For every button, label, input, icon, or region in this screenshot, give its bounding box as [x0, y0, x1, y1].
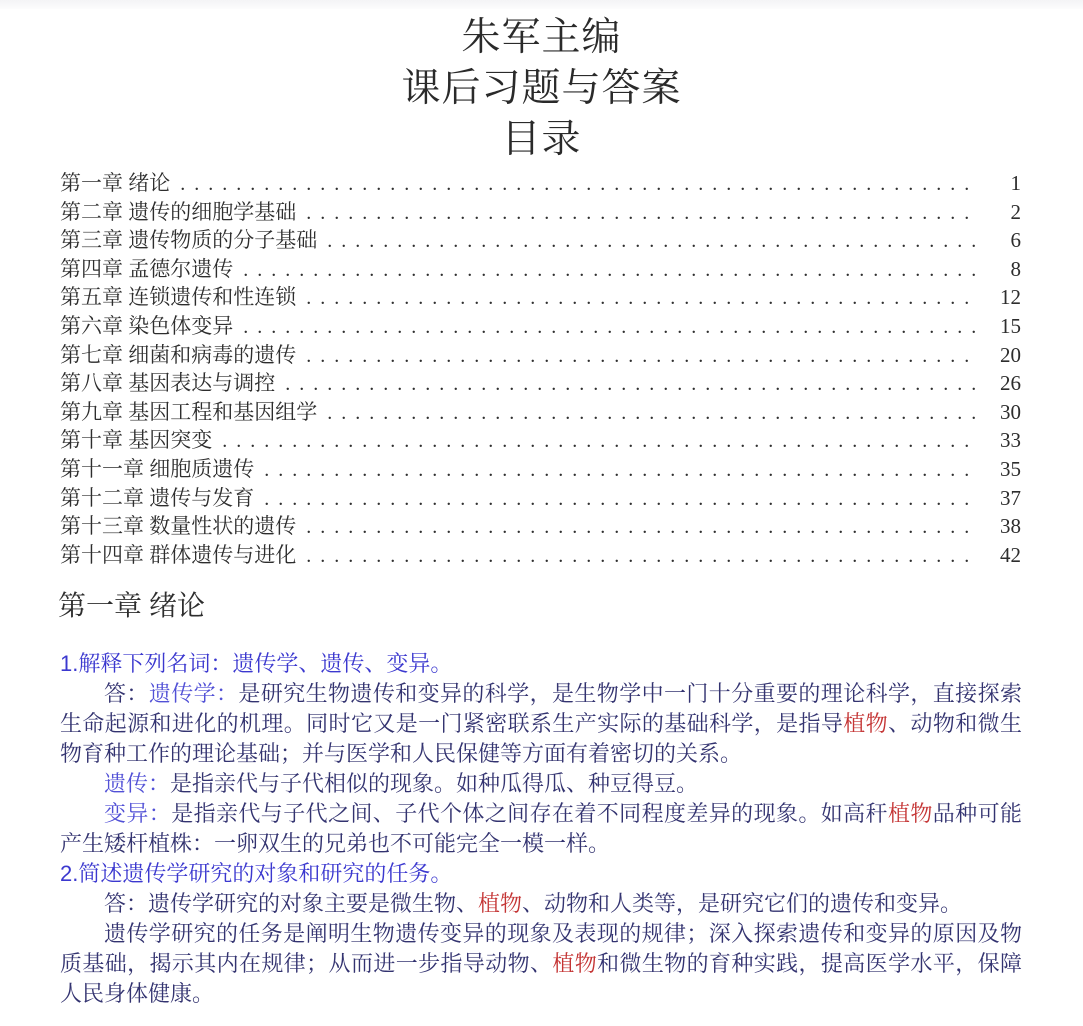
text-segment: 和微生物的育种实践，提高医学水平，保障人民身体健康。 [60, 951, 1022, 1007]
leader-dots [327, 398, 977, 426]
leader-dots [306, 541, 977, 569]
toc-page-number: 12 [1000, 285, 1021, 310]
answer-2-paragraph-2 [60, 919, 1022, 1009]
toc-entry-title: 第九章 基因工程和基因组学 [60, 399, 318, 424]
highlight-red-text: 植物 [552, 951, 598, 977]
answer-1-paragraph-2 [60, 769, 1022, 799]
question-1 [60, 649, 1022, 679]
document-title-block [0, 12, 1083, 165]
toc-entry-title: 第七章 细菌和病毒的遗传 [60, 342, 297, 367]
question-answer-section [60, 649, 1022, 1009]
toc-entry-title: 第二章 遗传的细胞学基础 [60, 199, 297, 224]
question-2 [60, 859, 1022, 889]
leader-dots [222, 426, 977, 454]
toc-row [60, 283, 1021, 312]
toc-entry-title: 第五章 连锁遗传和性连锁 [60, 285, 297, 310]
highlight-kw-text: 变异： [104, 801, 172, 827]
text-segment: 、动物和微生物育种工作的理论基础；并与医学和人民保健等方面有着密切的关系。 [60, 711, 1022, 767]
leader-dots [243, 255, 977, 283]
toc-entry-title: 第十三章 数量性状的遗传 [60, 514, 297, 539]
toc-page-number: 37 [1000, 485, 1021, 510]
toc-row [60, 398, 1021, 427]
toc-entry-title: 第八章 基因表达与调控 [60, 371, 276, 396]
highlight-blue-text: 2.简述遗传学研究的对象和研究的任务。 [60, 861, 453, 887]
page-top-shadow [0, 0, 1083, 9]
toc-row [60, 341, 1021, 370]
table-of-contents [0, 165, 1083, 569]
toc-row [60, 512, 1021, 541]
leader-dots [180, 169, 977, 197]
text-segment: 答： [104, 681, 149, 707]
text-segment: 遗传学研究的任务是阐明生物遗传变异的现象及表现的规律；深入探索遗传和变异的原因及物质基础，揭示其内在规律；从而进一步指导动物、 [60, 921, 1022, 977]
toc-entry-title: 第十二章 遗传与发育 [60, 485, 255, 510]
toc-row [60, 255, 1021, 284]
leader-dots [306, 341, 977, 369]
highlight-red-text: 植物 [887, 801, 933, 827]
toc-page-number: 8 [1010, 256, 1021, 281]
highlight-red-text: 植物 [843, 711, 889, 737]
toc-row [60, 169, 1021, 198]
toc-entry-title: 第六章 染色体变异 [60, 313, 234, 338]
toc-row [60, 198, 1021, 227]
text-segment: 是研究生物遗传和变异的科学，是生物学中一门十分重要的理论科学，直接探索生命起源和进化的机理。同时它又是一门紧密联系生产实际的基础科学，是指导 [60, 681, 1022, 737]
toc-entry-title: 第三章 遗传物质的分子基础 [60, 228, 318, 253]
toc-page-number: 26 [1000, 371, 1021, 396]
toc-page-number: 38 [1000, 514, 1021, 539]
answer-2-paragraph-1 [60, 889, 1022, 919]
text-segment: 、动物和人类等，是研究它们的遗传和变异。 [522, 891, 963, 917]
toc-row [60, 484, 1021, 513]
text-segment: 答：遗传学研究的对象主要是微生物、 [104, 891, 479, 917]
highlight-kw-text: 遗传： [104, 771, 171, 797]
leader-dots [264, 484, 977, 512]
leader-dots [306, 198, 977, 226]
answer-1-paragraph-1 [60, 679, 1022, 769]
toc-page-number: 2 [1010, 199, 1021, 224]
toc-row [60, 312, 1021, 341]
toc-entry-title: 第四章 孟德尔遗传 [60, 256, 234, 281]
leader-dots [243, 312, 977, 340]
toc-row [60, 226, 1021, 255]
toc-heading: 目录 [501, 118, 582, 161]
toc-entry-title: 第一章 绪论 [60, 171, 171, 195]
highlight-red-text: 植物 [478, 891, 523, 917]
chapter-1-heading: 第一章 绪论 [58, 591, 206, 623]
editor-title: 朱军主编 [461, 16, 622, 59]
highlight-blue-text: 1.解释下列名词：遗传学、遗传、变异。 [60, 651, 453, 677]
toc-page-number: 30 [1000, 399, 1021, 424]
leader-dots [264, 455, 977, 483]
text-segment: 是指亲代与子代之间、子代个体之间存在着不同程度差异的现象。如高秆 [171, 801, 888, 827]
text-segment: 品种可能产生矮杆植株：一卵双生的兄弟也不可能完全一模一样。 [60, 801, 1022, 857]
toc-row [60, 541, 1021, 570]
toc-page-number: 6 [1010, 228, 1021, 253]
toc-page-number: 20 [1000, 342, 1021, 367]
toc-row [60, 369, 1021, 398]
toc-page-number: 1 [1010, 171, 1021, 195]
toc-row [60, 426, 1021, 455]
toc-row [60, 455, 1021, 484]
document-title: 课后习题与答案 [401, 67, 682, 110]
leader-dots [285, 369, 977, 397]
toc-entry-title: 第十四章 群体遗传与进化 [60, 542, 297, 567]
toc-page-number: 35 [1000, 456, 1021, 481]
highlight-kw-text: 遗传学： [148, 681, 239, 707]
leader-dots [327, 226, 977, 254]
toc-entry-title: 第十章 基因突变 [60, 428, 213, 453]
answer-1-paragraph-3 [60, 799, 1022, 859]
leader-dots [306, 283, 977, 311]
toc-page-number: 15 [1000, 313, 1021, 338]
toc-entry-title: 第十一章 细胞质遗传 [60, 456, 255, 481]
toc-page-number: 33 [1000, 428, 1021, 453]
leader-dots [306, 512, 977, 540]
toc-page-number: 42 [1000, 542, 1021, 567]
text-segment: 是指亲代与子代相似的现象。如种瓜得瓜、种豆得豆。 [170, 771, 699, 797]
